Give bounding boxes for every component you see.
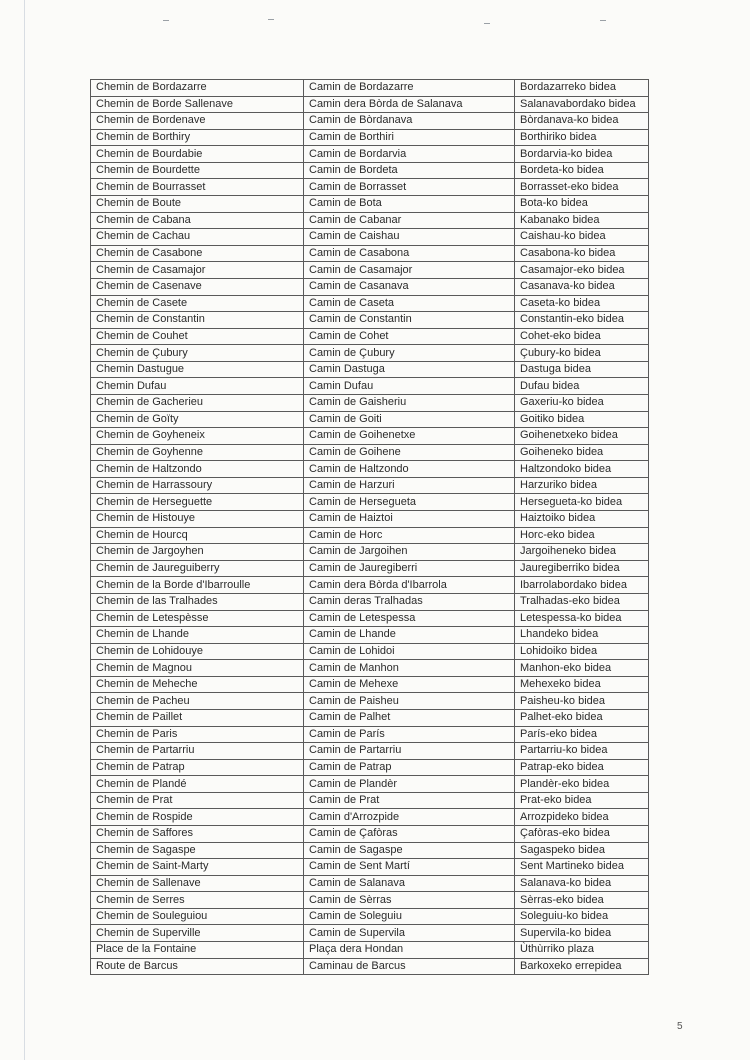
table-row — [91, 278, 649, 295]
french-name-cell: Chemin de Lhande — [91, 627, 304, 644]
french-name-cell: Chemin de Bordazarre — [91, 80, 304, 97]
french-name-cell: Chemin de Herseguette — [91, 494, 304, 511]
table-row — [91, 378, 649, 395]
gascon-name-cell: Camin de Caseta — [304, 295, 515, 312]
french-name-cell: Chemin de Prat — [91, 792, 304, 809]
basque-name-cell: Letespessa-ko bidea — [515, 610, 649, 627]
street-names-body — [91, 80, 649, 975]
basque-name-cell: Dufau bidea — [515, 378, 649, 395]
table-row — [91, 958, 649, 975]
table-row — [91, 394, 649, 411]
table-row — [91, 295, 649, 312]
basque-name-cell: Jauregiberriko bidea — [515, 560, 649, 577]
table-row — [91, 361, 649, 378]
french-name-cell: Chemin de Pacheu — [91, 693, 304, 710]
basque-name-cell: Gaxeriu-ko bidea — [515, 394, 649, 411]
gascon-name-cell: Camin de Sagaspe — [304, 842, 515, 859]
page-number: 5 — [677, 1021, 683, 1032]
basque-name-cell: Caishau-ko bidea — [515, 229, 649, 246]
basque-name-cell: Goiheneko bidea — [515, 444, 649, 461]
gascon-name-cell: Camin de Sèrras — [304, 892, 515, 909]
basque-name-cell: Haiztoiko bidea — [515, 511, 649, 528]
gascon-name-cell: Camin Dufau — [304, 378, 515, 395]
basque-name-cell: Lohidoiko bidea — [515, 643, 649, 660]
french-name-cell: Chemin de Meheche — [91, 676, 304, 693]
basque-name-cell: Supervila-ko bidea — [515, 925, 649, 942]
french-name-cell: Chemin de Couhet — [91, 328, 304, 345]
basque-name-cell: Soleguiu-ko bidea — [515, 908, 649, 925]
table-row — [91, 842, 649, 859]
table-row — [91, 179, 649, 196]
scan-artifact — [600, 20, 606, 21]
gascon-name-cell: Camin de Prat — [304, 792, 515, 809]
table-row — [91, 494, 649, 511]
table-row — [91, 544, 649, 561]
table-row — [91, 146, 649, 163]
french-name-cell: Chemin de las Tralhades — [91, 593, 304, 610]
scan-artifact — [268, 19, 274, 20]
basque-name-cell: Bordazarreko bidea — [515, 80, 649, 97]
gascon-name-cell: Camin de Borthiri — [304, 129, 515, 146]
french-name-cell: Chemin de Jargoyhen — [91, 544, 304, 561]
scan-artifact — [163, 20, 169, 21]
french-name-cell: Chemin de Bourdabie — [91, 146, 304, 163]
table-row — [91, 262, 649, 279]
gascon-name-cell: Camin de París — [304, 726, 515, 743]
table-row — [91, 809, 649, 826]
gascon-name-cell: Camin de Goihenetxe — [304, 428, 515, 445]
gascon-name-cell: Camin de Çafòras — [304, 826, 515, 843]
gascon-name-cell: Camin de Jauregiberri — [304, 560, 515, 577]
table-row — [91, 676, 649, 693]
french-name-cell: Chemin de Harrassoury — [91, 477, 304, 494]
basque-name-cell: Goihenetxeko bidea — [515, 428, 649, 445]
basque-name-cell: Bordarvia-ko bidea — [515, 146, 649, 163]
french-name-cell: Chemin de Histouye — [91, 511, 304, 528]
table-row — [91, 411, 649, 428]
basque-name-cell: Manhon-eko bidea — [515, 660, 649, 677]
basque-name-cell: Partarriu-ko bidea — [515, 743, 649, 760]
basque-name-cell: Sèrras-eko bidea — [515, 892, 649, 909]
basque-name-cell: Casanava-ko bidea — [515, 278, 649, 295]
basque-name-cell: Paisheu-ko bidea — [515, 693, 649, 710]
basque-name-cell: Barkoxeko errepidea — [515, 958, 649, 975]
basque-name-cell: Casamajor-eko bidea — [515, 262, 649, 279]
basque-name-cell: Goitiko bidea — [515, 411, 649, 428]
table-row — [91, 826, 649, 843]
gascon-name-cell: Camin dera Bòrda d'Ibarrola — [304, 577, 515, 594]
basque-name-cell: Salanava-ko bidea — [515, 875, 649, 892]
french-name-cell: Chemin de Serres — [91, 892, 304, 909]
gascon-name-cell: Camin de Lohidoi — [304, 643, 515, 660]
gascon-name-cell: Camin de Patrap — [304, 759, 515, 776]
table-row — [91, 461, 649, 478]
gascon-name-cell: Camin d'Arrozpide — [304, 809, 515, 826]
gascon-name-cell: Camin de Mehexe — [304, 676, 515, 693]
scan-margin-line — [24, 0, 25, 1060]
gascon-name-cell: Camin de Supervila — [304, 925, 515, 942]
table-row — [91, 577, 649, 594]
basque-name-cell: Mehexeko bidea — [515, 676, 649, 693]
french-name-cell: Chemin de Borthiry — [91, 129, 304, 146]
french-name-cell: Chemin de Sallenave — [91, 875, 304, 892]
french-name-cell: Chemin de Saffores — [91, 826, 304, 843]
basque-name-cell: Arrozpideko bidea — [515, 809, 649, 826]
gascon-name-cell: Camin de Constantin — [304, 312, 515, 329]
basque-name-cell: Çafòras-eko bidea — [515, 826, 649, 843]
gascon-name-cell: Camin de Lhande — [304, 627, 515, 644]
table-row — [91, 129, 649, 146]
table-row — [91, 875, 649, 892]
table-row — [91, 726, 649, 743]
table-row — [91, 709, 649, 726]
gascon-name-cell: Camin de Goiti — [304, 411, 515, 428]
gascon-name-cell: Camin de Cabanar — [304, 212, 515, 229]
basque-name-cell: Kabanako bidea — [515, 212, 649, 229]
table-row — [91, 428, 649, 445]
gascon-name-cell: Camin de Jargoihen — [304, 544, 515, 561]
basque-name-cell: Bòrdanava-ko bidea — [515, 113, 649, 130]
french-name-cell: Chemin de la Borde d'Ibarroulle — [91, 577, 304, 594]
french-name-cell: Chemin de Bourrasset — [91, 179, 304, 196]
basque-name-cell: Bordeta-ko bidea — [515, 162, 649, 179]
basque-name-cell: Plandèr-eko bidea — [515, 776, 649, 793]
basque-name-cell: Borrasset-eko bidea — [515, 179, 649, 196]
basque-name-cell: Dastuga bidea — [515, 361, 649, 378]
french-name-cell: Chemin Dastugue — [91, 361, 304, 378]
table-row — [91, 693, 649, 710]
gascon-name-cell: Camin de Haiztoi — [304, 511, 515, 528]
french-name-cell: Chemin de Goïty — [91, 411, 304, 428]
gascon-name-cell: Camin de Bordarvia — [304, 146, 515, 163]
gascon-name-cell: Camin deras Tralhadas — [304, 593, 515, 610]
basque-name-cell: Tralhadas-eko bidea — [515, 593, 649, 610]
basque-name-cell: Borthiriko bidea — [515, 129, 649, 146]
french-name-cell: Chemin de Constantin — [91, 312, 304, 329]
french-name-cell: Chemin de Paillet — [91, 709, 304, 726]
table-row — [91, 942, 649, 959]
french-name-cell: Chemin de Saint-Marty — [91, 859, 304, 876]
gascon-name-cell: Caminau de Barcus — [304, 958, 515, 975]
gascon-name-cell: Camin de Harzuri — [304, 477, 515, 494]
table-row — [91, 96, 649, 113]
basque-name-cell: Cohet-eko bidea — [515, 328, 649, 345]
gascon-name-cell: Camin de Çubury — [304, 345, 515, 362]
gascon-name-cell: Camin de Letespessa — [304, 610, 515, 627]
french-name-cell: Chemin de Paris — [91, 726, 304, 743]
table-row — [91, 328, 649, 345]
basque-name-cell: París-eko bidea — [515, 726, 649, 743]
gascon-name-cell: Camin de Horc — [304, 527, 515, 544]
french-name-cell: Chemin de Cachau — [91, 229, 304, 246]
french-name-cell: Chemin de Superville — [91, 925, 304, 942]
french-name-cell: Chemin de Casabone — [91, 245, 304, 262]
table-row — [91, 527, 649, 544]
gascon-name-cell: Camin de Borrasset — [304, 179, 515, 196]
basque-name-cell: Palhet-eko bidea — [515, 709, 649, 726]
gascon-name-cell: Camin de Plandèr — [304, 776, 515, 793]
table-row — [91, 80, 649, 97]
table-row — [91, 627, 649, 644]
french-name-cell: Chemin de Casenave — [91, 278, 304, 295]
gascon-name-cell: Camin de Manhon — [304, 660, 515, 677]
table-row — [91, 212, 649, 229]
table-row — [91, 660, 649, 677]
basque-name-cell: Prat-eko bidea — [515, 792, 649, 809]
basque-name-cell: Ibarrolabordako bidea — [515, 577, 649, 594]
gascon-name-cell: Camin de Haltzondo — [304, 461, 515, 478]
basque-name-cell: Bota-ko bidea — [515, 196, 649, 213]
basque-name-cell: Patrap-eko bidea — [515, 759, 649, 776]
french-name-cell: Chemin de Partarriu — [91, 743, 304, 760]
french-name-cell: Chemin de Sagaspe — [91, 842, 304, 859]
table-row — [91, 925, 649, 942]
gascon-name-cell: Camin de Bordeta — [304, 162, 515, 179]
french-name-cell: Place de la Fontaine — [91, 942, 304, 959]
basque-name-cell: Horc-eko bidea — [515, 527, 649, 544]
basque-name-cell: Sagaspeko bidea — [515, 842, 649, 859]
table-row — [91, 245, 649, 262]
gascon-name-cell: Camin de Salanava — [304, 875, 515, 892]
french-name-cell: Chemin de Goyhenne — [91, 444, 304, 461]
table-row — [91, 229, 649, 246]
basque-name-cell: Casabona-ko bidea — [515, 245, 649, 262]
gascon-name-cell: Camin de Caishau — [304, 229, 515, 246]
basque-name-cell: Constantin-eko bidea — [515, 312, 649, 329]
french-name-cell: Chemin de Boute — [91, 196, 304, 213]
french-name-cell: Chemin de Lohidouye — [91, 643, 304, 660]
table-row — [91, 511, 649, 528]
table-row — [91, 477, 649, 494]
french-name-cell: Chemin de Goyheneix — [91, 428, 304, 445]
gascon-name-cell: Camin de Bota — [304, 196, 515, 213]
french-name-cell: Chemin de Bourdette — [91, 162, 304, 179]
basque-name-cell: Harzuriko bidea — [515, 477, 649, 494]
table-row — [91, 643, 649, 660]
gascon-name-cell: Camin de Goihene — [304, 444, 515, 461]
table-row — [91, 610, 649, 627]
gascon-name-cell: Camin de Cohet — [304, 328, 515, 345]
street-names-table — [90, 79, 649, 975]
basque-name-cell: Haltzondoko bidea — [515, 461, 649, 478]
basque-name-cell: Caseta-ko bidea — [515, 295, 649, 312]
table-row — [91, 776, 649, 793]
french-name-cell: Route de Barcus — [91, 958, 304, 975]
gascon-name-cell: Camin dera Bòrda de Salanava — [304, 96, 515, 113]
gascon-name-cell: Camin de Bordazarre — [304, 80, 515, 97]
table-row — [91, 593, 649, 610]
gascon-name-cell: Camin de Casanava — [304, 278, 515, 295]
gascon-name-cell: Camin de Casamajor — [304, 262, 515, 279]
gascon-name-cell: Camin de Hersegueta — [304, 494, 515, 511]
table-row — [91, 162, 649, 179]
basque-name-cell: Salanavabordako bidea — [515, 96, 649, 113]
french-name-cell: Chemin de Magnou — [91, 660, 304, 677]
table-row — [91, 560, 649, 577]
gascon-name-cell: Plaça dera Hondan — [304, 942, 515, 959]
table-row — [91, 759, 649, 776]
gascon-name-cell: Camin de Casabona — [304, 245, 515, 262]
french-name-cell: Chemin de Casamajor — [91, 262, 304, 279]
table-row — [91, 345, 649, 362]
basque-name-cell: Ùthùrriko plaza — [515, 942, 649, 959]
gascon-name-cell: Camin de Partarriu — [304, 743, 515, 760]
french-name-cell: Chemin de Hourcq — [91, 527, 304, 544]
french-name-cell: Chemin de Plandé — [91, 776, 304, 793]
table-row — [91, 743, 649, 760]
french-name-cell: Chemin de Patrap — [91, 759, 304, 776]
gascon-name-cell: Camin de Palhet — [304, 709, 515, 726]
gascon-name-cell: Camin de Sent Martí — [304, 859, 515, 876]
french-name-cell: Chemin de Borde Sallenave — [91, 96, 304, 113]
table-row — [91, 444, 649, 461]
gascon-name-cell: Camin Dastuga — [304, 361, 515, 378]
french-name-cell: Chemin de Rospide — [91, 809, 304, 826]
french-name-cell: Chemin de Casete — [91, 295, 304, 312]
gascon-name-cell: Camin de Paisheu — [304, 693, 515, 710]
basque-name-cell: Çubury-ko bidea — [515, 345, 649, 362]
basque-name-cell: Lhandeko bidea — [515, 627, 649, 644]
basque-name-cell: Sent Martineko bidea — [515, 859, 649, 876]
basque-name-cell: Hersegueta-ko bidea — [515, 494, 649, 511]
table-row — [91, 908, 649, 925]
table-row — [91, 792, 649, 809]
french-name-cell: Chemin de Haltzondo — [91, 461, 304, 478]
french-name-cell: Chemin de Çubury — [91, 345, 304, 362]
table-row — [91, 113, 649, 130]
french-name-cell: Chemin Dufau — [91, 378, 304, 395]
table-row — [91, 196, 649, 213]
french-name-cell: Chemin de Souleguiou — [91, 908, 304, 925]
french-name-cell: Chemin de Gacherieu — [91, 394, 304, 411]
french-name-cell: Chemin de Letespèsse — [91, 610, 304, 627]
basque-name-cell: Jargoiheneko bidea — [515, 544, 649, 561]
table-row — [91, 859, 649, 876]
gascon-name-cell: Camin de Bòrdanava — [304, 113, 515, 130]
table-row — [91, 312, 649, 329]
gascon-name-cell: Camin de Gaisheriu — [304, 394, 515, 411]
french-name-cell: Chemin de Bordenave — [91, 113, 304, 130]
gascon-name-cell: Camin de Soleguiu — [304, 908, 515, 925]
scan-artifact — [484, 23, 490, 24]
table-row — [91, 892, 649, 909]
french-name-cell: Chemin de Jaureguiberry — [91, 560, 304, 577]
french-name-cell: Chemin de Cabana — [91, 212, 304, 229]
